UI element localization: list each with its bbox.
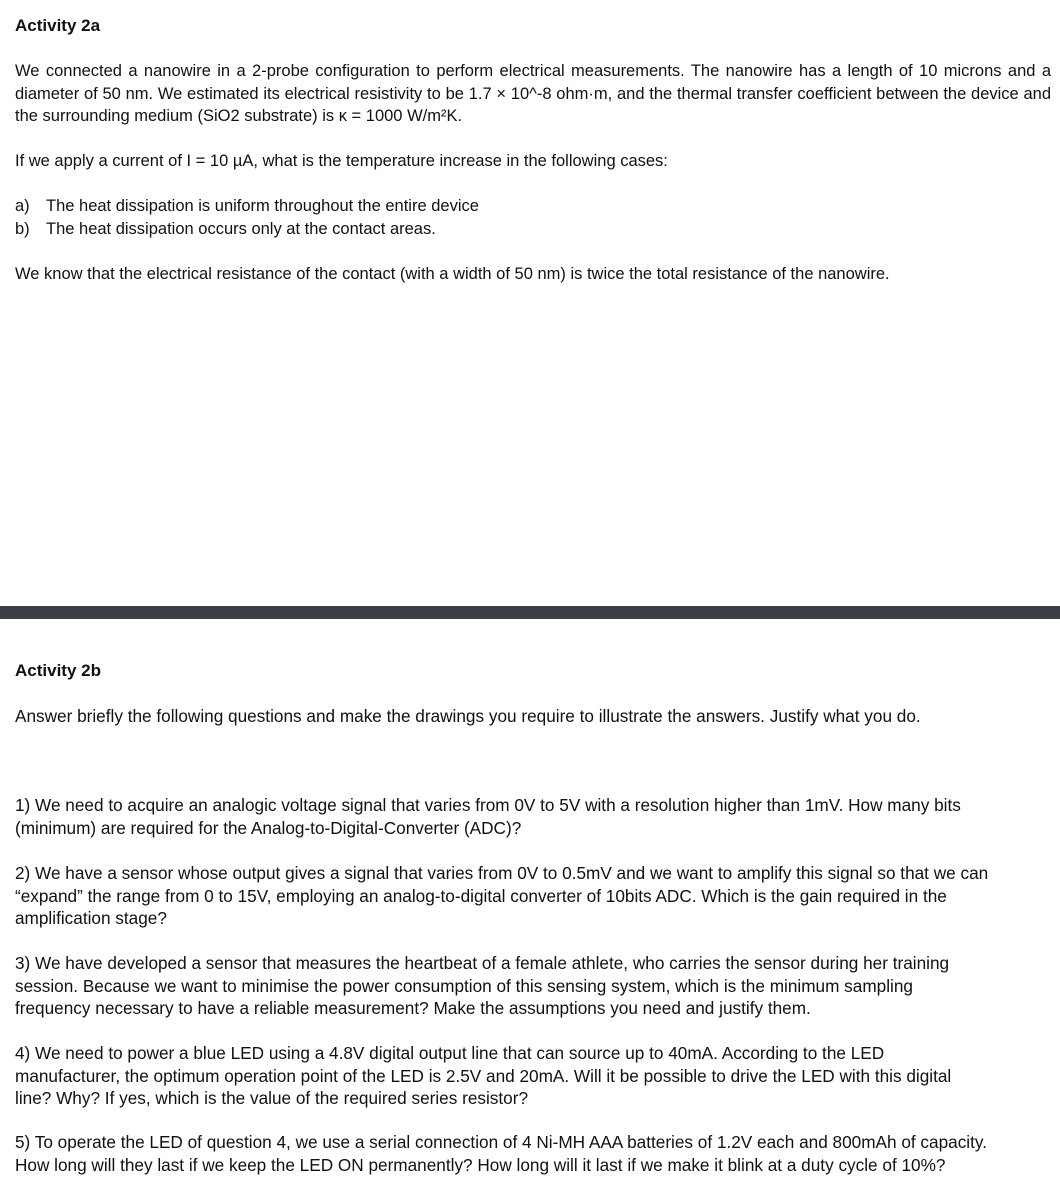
question-5-block: [15, 1131, 1051, 1176]
question-3-block: [15, 952, 1051, 1020]
activity-2a-cases: [15, 195, 1051, 240]
question-5: 5) To operate the LED of question 4, we use a serial connection of 4 Ni-MH AAA batteries of 1.2V each and 800mAh of capacity. How long will they last if we keep the LED ON permanently? How long will it last if we make it blink at a duty cycle of 10%?: [15, 1132, 987, 1175]
activity-2a-section: [15, 16, 1051, 36]
question-4: 4) We need to power a blue LED using a 4.8V digital output line that can source up to 40mA. According to the LED manufacturer, the optimum operation point of the LED is 2.5V and 20mA. Will it be possible to drive the LED with this digital line? Why? If yes, which is the value of the required series resistor?: [15, 1043, 952, 1108]
question-2: 2) We have a sensor whose output gives a signal that varies from 0V to 0.5mV and we want to amplify this signal so that we can “expand” the range from 0 to 15V, employing an analog-to-digital converter of 10bits ADC. Which is the gain required in the amplification stage?: [15, 863, 989, 928]
activity-2a-note-block: [15, 263, 1051, 286]
activity-2a-title: Activity 2a: [15, 16, 101, 35]
question-1-block: [15, 794, 1051, 839]
page-divider: [0, 606, 1060, 619]
case-text: The heat dissipation occurs only at the contact areas.: [46, 219, 436, 238]
activity-2a-intro: We connected a nanowire in a 2-probe configuration to perform electrical measurements. The nanowire has a length of 10 microns and a diameter of 50 nm. We estimated its electrical resistivity to be 1.7 × 10^-8 ohm·m, and the thermal transfer coefficient between the device and the surrounding medium (SiO2 substrate) is κ = 1000 W/m²K.: [15, 62, 1051, 125]
activity-2b-intro-block: [15, 705, 1051, 728]
case-list: [15, 195, 1051, 240]
question-4-block: [15, 1042, 1051, 1110]
activity-2a-note: We know that the electrical resistance of the contact (with a width of 50 nm) is twice the total resistance of the nanowire.: [15, 265, 890, 283]
case-marker: b): [15, 219, 30, 238]
list-item: [15, 195, 1051, 218]
activity-2a-intro-block: [15, 60, 1051, 128]
question-3: 3) We have developed a sensor that measures the heartbeat of a female athlete, who carries the sensor during her training session. Because we want to minimise the power consumption of this sensing system, which is the minimum sampling frequency necessary to have a reliable measurement? Make the assumptions you need and justify them.: [15, 953, 950, 1018]
activity-2b-intro: Answer briefly the following questions and make the drawings you require to illustrate the answers. Justify what you do.: [15, 706, 921, 726]
case-text: The heat dissipation is uniform throughout the entire device: [46, 197, 479, 215]
question-2-block: [15, 862, 1051, 930]
activity-2a-question: If we apply a current of I = 10 µA, what is the temperature increase in the following cases:: [15, 152, 668, 170]
case-marker: a): [15, 197, 30, 215]
list-item: [15, 218, 1051, 241]
activity-2b-title: Activity 2b: [15, 661, 101, 680]
activity-2a-question-block: [15, 150, 1051, 173]
question-1: 1) We need to acquire an analogic voltage signal that varies from 0V to 5V with a resolution higher than 1mV. How many bits (minimum) are required for the Analog-to-Digital-Converter (ADC)?: [15, 795, 961, 838]
activity-2b-section: [15, 661, 1051, 681]
